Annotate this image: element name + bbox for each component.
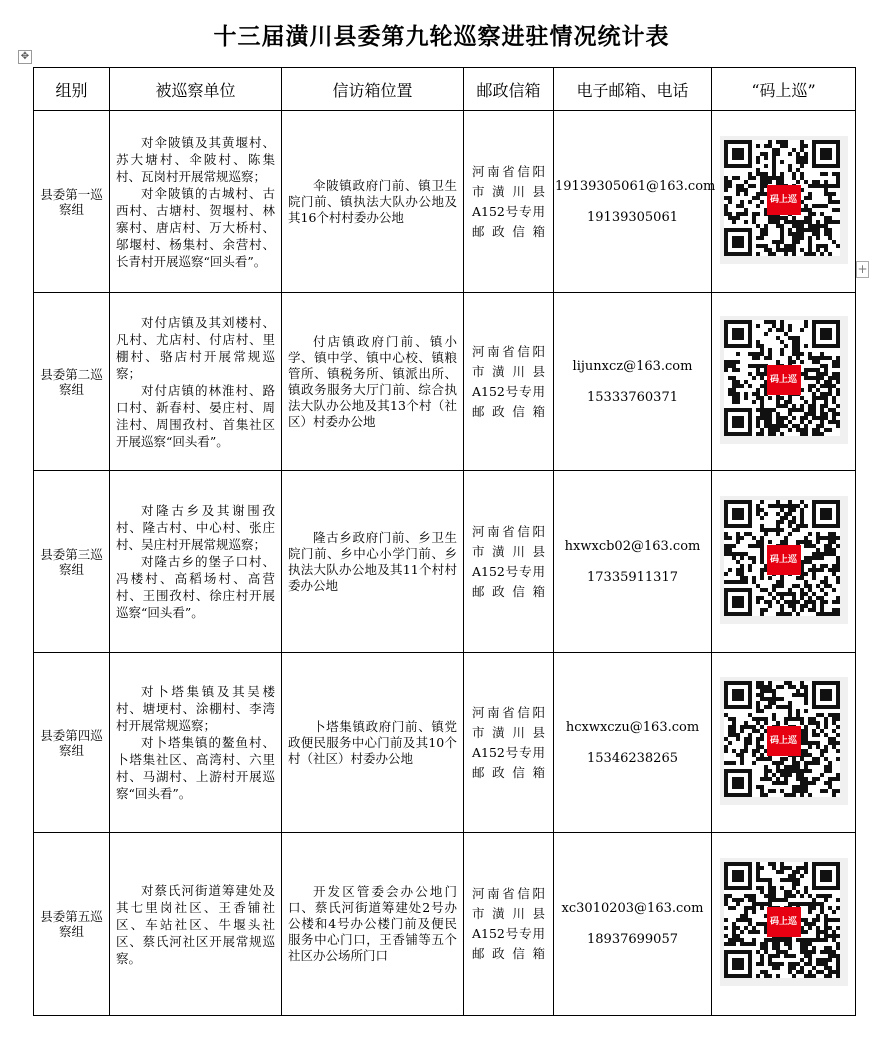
table-header-row (34, 68, 856, 111)
postal-cell: 河南省信阳市潢川县A152号专用邮政信箱 (464, 111, 554, 293)
phone-text: 15333760371 (587, 389, 678, 405)
unit-cell (110, 653, 282, 833)
qr-code-icon[interactable] (720, 316, 848, 444)
phone-text: 15346238265 (587, 750, 678, 766)
qr-cell (712, 293, 856, 471)
email-text: hxwxcb02@163.com (564, 538, 701, 554)
add-column-icon[interactable]: + (857, 262, 868, 276)
unit-text-followup: 对卜塔集镇的鳌鱼村、卜塔集社区、高湾村、六里村、马湖村、上游村开展巡察“回头看”。 (116, 735, 275, 801)
box-location-cell (282, 293, 464, 471)
qr-badge-label: 码上巡 (767, 365, 801, 395)
group-cell: 县委第五巡察组 (34, 833, 110, 1016)
group-cell: 县委第一巡察组 (34, 111, 110, 293)
phone-text: 17335911317 (587, 569, 678, 585)
box-location-text: 付店镇政府门前、镇小学、镇中学、镇中心校、镇粮管所、镇税务所、镇派出所、镇政务服务大厅门前、综合执法大队办公地及其13个村（社区）村委办公地 (288, 333, 457, 429)
qr-cell (712, 653, 856, 833)
contact-cell (554, 111, 716, 293)
group-cell: 县委第三巡察组 (34, 471, 110, 653)
header-box-location: 信访箱位置 (282, 68, 464, 111)
unit-cell (110, 833, 282, 1016)
qr-badge-label: 码上巡 (767, 726, 801, 756)
box-location-cell (282, 471, 464, 653)
unit-text-followup: 对伞陂镇的古城村、古西村、古塘村、贺堰村、林寨村、唐店村、万大桥村、邬堰村、杨集村、余营村、长青村开展巡察“回头看”。 (116, 185, 275, 269)
header-contact: 电子邮箱、电话 (554, 68, 712, 111)
box-location-text: 伞陂镇政府门前、镇卫生院门前、镇执法大队办公地及其16个村村委办公地 (288, 177, 457, 225)
box-location-text: 卜塔集镇政府门前、镇党政便民服务中心门前及其10个村（社区）村委办公地 (288, 718, 457, 766)
group-cell: 县委第四巡察组 (34, 653, 110, 833)
qr-cell (712, 111, 856, 293)
unit-text-regular: 对隆古乡及其谢围孜村、隆古村、中心村、张庄村、吴庄村开展常规巡察； (116, 503, 275, 552)
header-unit: 被巡察单位 (110, 68, 282, 111)
box-location-cell (282, 833, 464, 1016)
table-row (34, 653, 856, 833)
phone-text: 19139305061 (587, 209, 678, 225)
unit-text-regular: 对伞陂镇及其黄堰村、苏大塘村、伞陂村、陈集村、瓦岗村开展常规巡察； (116, 134, 275, 184)
unit-cell (110, 293, 282, 471)
unit-text-followup: 对付店镇的林淮村、路口村、新春村、晏庄村、周洼村、周围孜村、首集社区开展巡察“回头看”。 (116, 382, 275, 449)
unit-text-regular: 对付店镇及其刘楼村、凡村、尤店村、付店村、里棚村、骆店村开展常规巡察； (116, 314, 275, 381)
email-text: xc3010203@163.com (561, 901, 704, 916)
qr-code-icon[interactable] (720, 677, 848, 805)
email-text: lijunxcz@163.com (572, 358, 693, 374)
box-location-text: 隆古乡政府门前、乡卫生院门前、乡中心小学门前、乡执法大队办公地及其11个村村委办公地 (288, 529, 457, 593)
header-postal: 邮政信箱 (464, 68, 554, 111)
qr-badge-label: 码上巡 (767, 185, 801, 215)
group-cell: 县委第二巡察组 (34, 293, 110, 471)
qr-cell (712, 471, 856, 653)
postal-cell: 河南省信阳市潢川县A152号专用邮政信箱 (464, 653, 554, 833)
table-row (34, 471, 856, 653)
table-move-handle-icon[interactable]: ✥ (18, 50, 32, 64)
header-group: 组别 (34, 68, 110, 111)
unit-text-followup: 对隆古乡的堡子口村、冯楼村、高稻场村、高营村、王围孜村、徐庄村开展巡察“回头看”。 (116, 554, 275, 620)
contact-cell (554, 293, 712, 471)
postal-cell: 河南省信阳市潢川县A152号专用邮政信箱 (464, 471, 554, 653)
unit-text-regular: 对蔡氏河街道筹建处及其七里岗社区、王香铺社区、车站社区、牛堰头社区、蔡氏河社区开展常规巡察。 (116, 882, 275, 966)
contact-cell (554, 471, 712, 653)
unit-cell (110, 471, 282, 653)
qr-code-icon[interactable] (720, 496, 848, 624)
qr-badge-label: 码上巡 (767, 907, 801, 937)
qr-badge-label: 码上巡 (767, 545, 801, 575)
contact-cell (554, 653, 712, 833)
page-title: 十三届潢川县委第九轮巡察进驻情况统计表 (213, 23, 670, 50)
qr-cell (712, 833, 856, 1016)
box-location-cell (282, 111, 464, 293)
contact-cell (554, 833, 712, 1016)
qr-code-icon[interactable] (720, 858, 848, 986)
qr-code-icon[interactable] (720, 136, 848, 264)
table-row (34, 833, 856, 1016)
table-row (34, 293, 856, 471)
postal-cell: 河南省信阳市潢川县A152号专用邮政信箱 (464, 293, 554, 471)
unit-cell (110, 111, 282, 293)
header-qr: “码上巡” (712, 68, 856, 111)
unit-text-regular: 对卜塔集镇及其吴楼村、塘埂村、涂棚村、李湾村开展常规巡察； (116, 684, 275, 733)
table-row (34, 111, 856, 293)
email-text: hcxwxczu@163.com (565, 719, 700, 735)
box-location-cell (282, 653, 464, 833)
phone-text: 18937699057 (587, 932, 678, 947)
box-location-text: 开发区管委会办公地门口、蔡氏河街道筹建处2号办公楼和4号办公楼门前及便民服务中心门口，王香铺等五个社区办公场所门口 (288, 884, 457, 963)
postal-cell: 河南省信阳市潢川县A152号专用邮政信箱 (464, 833, 554, 1016)
email-text: 19139305061@163.com (555, 178, 716, 194)
inspection-table (33, 67, 856, 1016)
